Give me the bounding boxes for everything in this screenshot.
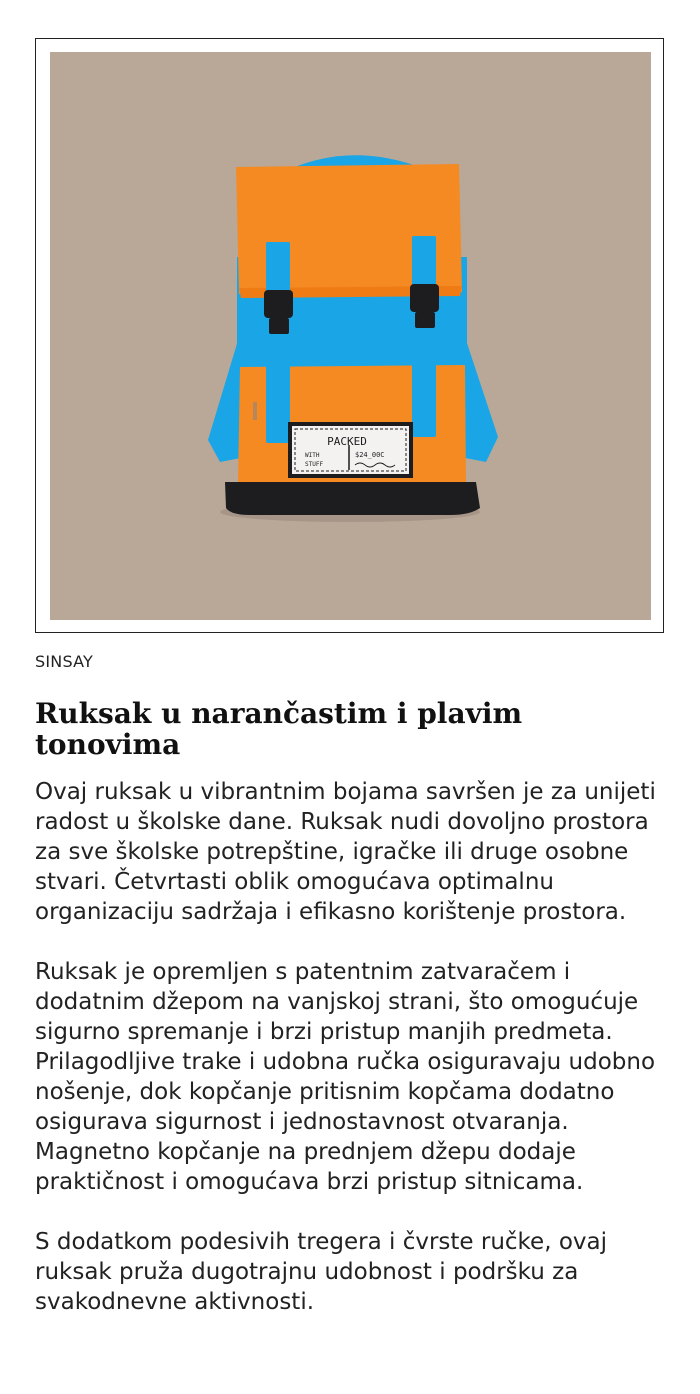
product-image-frame	[35, 38, 664, 633]
product-description	[35, 777, 665, 1317]
tag-line-3: STUFF	[305, 461, 324, 468]
tag-line-1: PACKED	[327, 435, 367, 448]
tag-line-2: WITH	[305, 452, 320, 459]
brand-name: SINSAY	[35, 652, 93, 671]
description-paragraph: Ovaj ruksak u vibrantnim bojama savršen je za unijeti radost u školske dane. Ruksak nudi dovoljno prostora za sve školske potrepštine, igračke ili druge osobne stvari. Četvrtasti oblik omogućava optimalnu organizaciju sadržaja i efikasno korištenje prostora.	[35, 779, 656, 925]
description-paragraph: S dodatkom podesivih tregera i čvrste ručke, ovaj ruksak pruža dugotrajnu udobnost i podršku za svakodnevne aktivnosti.	[35, 1229, 607, 1315]
tag-line-4: $24_00C	[355, 451, 385, 459]
description-paragraph: Ruksak je opremljen s patentnim zatvaračem i dodatnim džepom na vanjskoj strani, što omogućuje sigurno spremanje i brzi pristup manjih predmeta. Prilagodljive trake i udobna ručka osiguravaju udobno nošenje, dok kopčanje pritisnim kopčama dodatno osigurava sigurnost i jednostavnost otvaranja. Magnetno kopčanje na prednjem džepu dodaje praktičnost i omogućava brzi pristup sitnicama.	[35, 959, 656, 1195]
product-image[interactable]	[50, 52, 651, 620]
backpack-icon	[50, 52, 651, 620]
product-title: Ruksak u narančastim i plavim tonovima	[35, 697, 523, 761]
